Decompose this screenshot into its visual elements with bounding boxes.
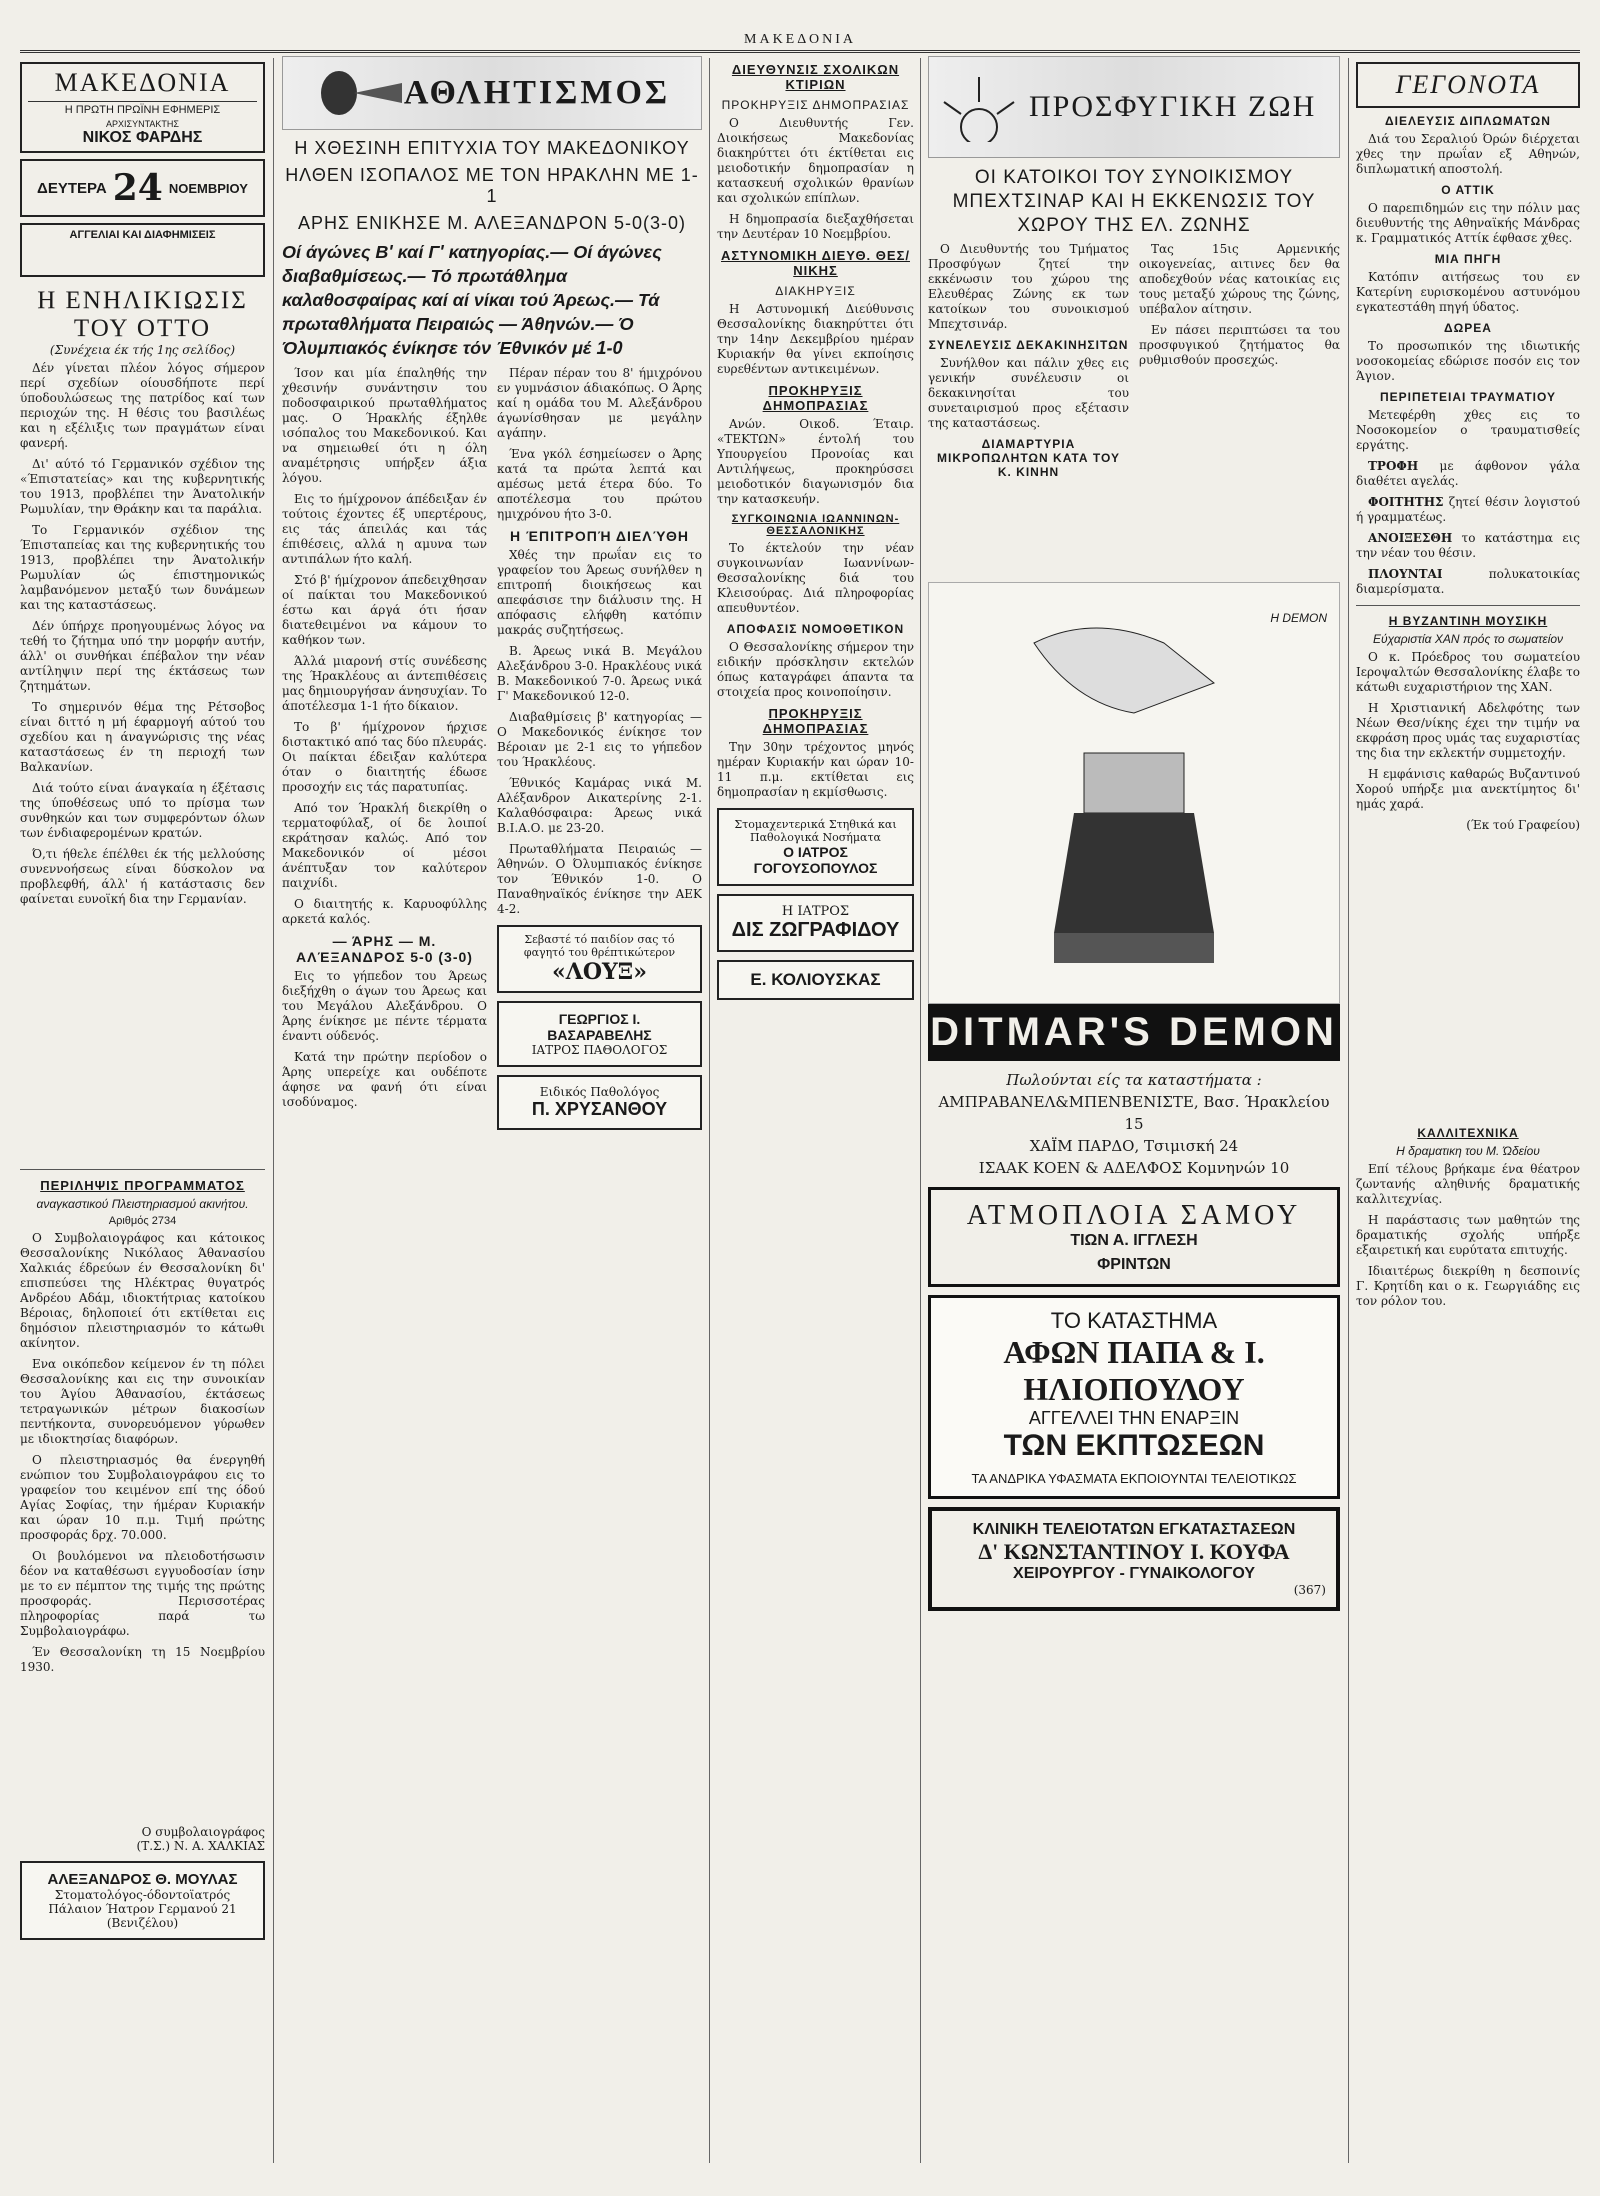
paper-subtitle: Η ΠΡΩΤΗ ΠΡΩΪΝΗ ΕΦΗΜΕΡΙΣ [28, 101, 257, 116]
sports-body [282, 366, 702, 1886]
dentist-address: Πάλαιον Ήατρον Γερμανού 21 (Βενιζέλου) [48, 1902, 237, 1930]
refugee-subhead: ΣΥΝΕΛΕΥΣΙΣ ΔΕΚΑΚΙΝΗΣΙΤΩΝ [928, 338, 1129, 352]
notice-subheading: ΠΡΟΚΗΡΥΞΙΣ ΔΗΜΟΠΡΑΣΙΑΣ [721, 98, 910, 112]
sports-subhead-committee: Η ΈΠΙΤΡΟΠΉ ΔΙΕΛΎΘΗ [510, 528, 689, 544]
seller-item: ΧΑΪΜ ΠΑΡΔΟ, Τσιμισκή 24 [1029, 1137, 1239, 1155]
left-column [20, 56, 265, 2161]
section-subtitle: αναγκαστικού Πλειστηριασμού ακινήτου. [36, 1197, 249, 1211]
editor-name: ΝΙΚΟΣ ΦΑΡΔΗΣ [82, 129, 203, 146]
event-heading: ΔΙΕΛΕΥΣΙΣ ΔΙΠΛΩΜΑΤΩΝ [1385, 114, 1551, 128]
events-column: ΓΕΓΟΝΟΤΑ ΔΙΕΛΕΥΣΙΣ ΔΙΠΛΩΜΑΤΩΝ Διά του Σεραλιού Όρών διέρχεται χθες την πρωΐαν εξ Αθηνών, διπλωματική αποστολή. Ο ΑΤΤΙΚ Ο παρεπιδημών εις την πόλιν μας διευθυντής της Αθηναϊκής Μάνδρας κ. Γραμματικός Αττίκ έφθασε χθες. ΜΙΑ ΠΗΓΗ Κατόπιν αιτήσεως του εν Κατερίνη ευρισκομένου αστυνόμου εγκατεστάθη πηγή ύδατος. ΔΩΡΕΑ Το προσωπικόν της ιδιωτικής νοσοκομείας εδώρισε ποσόν εις τον Άγιον. ΠΕΡΙΠΕΤΕΙΑΙ ΤΡΑΥΜΑΤΙΟΥ Μετεφέρθη χθες εις το Νοσοκομείον ο τραυματισθείς εργάτης. ΤΡΟΦΗ με άφθονον γάλα διαθέτει αγελάς. ΦΟΙΤΗΤΗΣ ζητεί θέσιν λογιστού ή γραμματέως. ΑΝΟΙΞΕΣΘΗ το κατάστημα εις την νέαν του θέσιν. ΠΛΟΥΝΤΑΙ πολυκατοικίας διαμερίσματα. Η ΒΥΖΑΝΤΙΝΗ ΜΟΥΣΙΚΗ Εύχαριστία ΧΑΝ πρός το σωματείον Ο κ. Πρόεδρος του σωματείου Ιεροψαλτών Θεσσαλονίκης έλαβε το κάτωθι ευχαριστήριον της ΧΑΝ. Η Χριστιανική Αδελφότης των Νέων Θεσ/νίκης έχει την τιμήν να εκφράση προς υμάς τας ευχαριστίας της δια την εκλεκτήν συμμετοχήν. Η εμφάνισις καθαρώς Βυζαντινού Χορού υπήρξε μια ανεκτίμητος δι' ημάς χαρά. (Έκ τού Γραφείου) ΚΑΛΛΙΤΕΧΝΙΚΑ Η δραματικη του Μ. Ώδείου Επί τέλους βρήκαμε ένα θέατρον ζωντανής αληθινής δραματικής καλλιτεχνίας. Η παράστασις των μαθητών της δραματικής σχολής υπήρξε εξαιρετική και ευρύτατα επιτυχής. Ιδιαιτέρως διεκρίθη η δεσποινίς Γ. Κρητίδη και ο κ. Γεωργιάδης εις τον ρόλον του. [1356, 56, 1580, 2161]
ship-title: ΑΤΜΟΠΛΟΙΑ ΣΑΜΟΥ [966, 1200, 1302, 1231]
gogousopoulos-name: Ο ΙΑΤΡΟΣ ΓΟΓΟΥΣΟΠΟΥΛΟΣ [753, 844, 878, 876]
music-body: Ο κ. Πρόεδρος του σωματείου Ιεροψαλτών Θεσσαλονίκης έλαβε το κάτωθι ευχαριστήριον της ΧΑΝ. Η Χριστιανική Αδελφότης των Νέων Θεσ/νίκης έχει την τιμήν να εκφράση προς υμάς τας ευχαριστίας της δια την εκλεκτήν συμμετοχήν. Η εμφάνισις καθαρώς Βυζαντινού Χορού υπήρξε μια ανεκτίμητος δι' ημάς χαρά. (Έκ τού Γραφείου) [1356, 650, 1580, 832]
notice-heading: ΠΡΟΚΗΡΥΞΙΣ ΔΗΜΟΠΡΑΣΙΑΣ [762, 383, 869, 413]
koliouskas-name: Ε. ΚΟΛΙΟΥΣΚΑΣ [750, 970, 881, 989]
refugee-col2: Τας 15ις Αρμενικής οικογενείας, αιτινες δεν θα αποδεχθούν νέας κατοικίας εις τους μεταξύ χώρους της ζώνης, υπέβαλον αίτησιν. Εν πάσει περιπτώσει τα του προσφυγικού ζητήματος θα ρυθμισθούν προσεχώς. [1139, 242, 1340, 367]
event-heading: ΦΟΙΤΗΤΗΣ [1368, 495, 1444, 509]
sports-subhead-ares: — ΆΡΗΣ — Μ. ΑΛΈΞΑΝΔΡΟΣ 5-0 (3-0) [296, 933, 473, 965]
sellers-title: Πωλούνται είς τα καταστήματα : [1006, 1071, 1262, 1089]
date-number: 24 [112, 167, 163, 209]
notice-heading: ΑΠΟΦΑΣΙΣ ΝΟΜΟΘΕΤΙΚΟΝ [726, 622, 905, 636]
loux-brand: «ΛΟΥΞ» [552, 959, 647, 985]
refugee-banner-title: ΠΡΟΣΦΥΓΙΚΗ ΖΩΗ [1029, 90, 1317, 123]
clinic-ad [928, 1507, 1340, 1611]
refugee-body [928, 242, 1340, 572]
masthead-title: ΜΑΚΕΔΟΝΙΑ [744, 32, 856, 47]
event-heading: ΠΕΡΙΠΕΤΕΙΑΙ ΤΡΑΥΜΑΤΙΟΥ [1379, 390, 1557, 404]
column-rule [920, 58, 921, 2163]
left-story-body: Δέν γίνεται πλέον λόγος σήμερον περί σχεδίων οίουσδήποτε περί ύποδουλώσεως της πατρίδος καί των περιοχών της. Η θέσις του βασιλέως και η εξέλιξις των πραγμάτων είναι φανερή. Δι' αύτό τό Γερμανικόν σχέδιον της «Έπιστατείας» και της κυβερνητικής του 1913, προβλέπει την Άνατολικήν Ρωμυλίαν, την Θράκην και τα παράλια. Το Γερμανικόν σχέδιον της Έπισταπείας και της κυβερνητικής του 1913, προβλέπει την Άνατολικήν Ρωμυλίαν ώς έπιστημονικώς λαμβανόμενον μεταξύ των δυνάμεων και της καταστάσεως. Δέν ύπήρχε προηγουμένως λόγος να τεθή το ζήτημα υπό την μορφήν αυτήν, άλλ' οι συνθήκαι έπέβαλον την νέαν αντίληψιν περί της έκτάσεως των ζητημάτων. Το σημερινόν θέμα της Ρέτσοβος είναι διττό η μή έφαρμογή αύτού του σχεδίου και η άναγνώρισις της νέας καταστάσεως έν τη περιοχή των Βαλκανίων. Διά τούτο είναι άναγκαία η έξέτασις της ύποθέσεως υπό το πρίσμα των συνθηκών και των συμφερόντων όλων των ένδιαφερομένων κρατών. Ό,τι ήθελε έπέλθει έκ τής μελλούσης συνεννοήσεως είναι δύσκολον να προβλεφθή, άλλ' ή κατάστασις δεν φαίνεται ευνοϊκή δια την Γερμανίαν. [20, 361, 265, 906]
divider [1356, 605, 1580, 606]
date-box [20, 159, 265, 217]
sun-illustration-icon [939, 72, 1019, 142]
sports-banner-title: ΑΘΛΗΤΙΣΜΟΣ [403, 74, 671, 111]
refugee-banner [928, 56, 1340, 158]
editor-role: ΑΡΧΙΣΥΝΤΑΚΤΗΣ [106, 119, 179, 129]
sellers-list [928, 1069, 1340, 1179]
refugee-column [928, 56, 1340, 2161]
lamp-ad-caption: Η DEMON [1270, 611, 1327, 625]
section-title: ΠΕΡΙΛΗΨΙΣ ΠΡΟΓΡΑΜΜΑΤΟΣ [40, 1178, 245, 1193]
clinic-name: Δ' ΚΩΝΣΤΑΝΤΙΝΟΥ Ι. ΚΟΥΦΑ [978, 1539, 1290, 1564]
auction-body: Ο Συμβολαιογράφος και κάτοικος Θεσσαλονίκης Νικόλαος Άθανασίου Χαλκιάς έδρεύων έν Θεσσαλονίκη δι' επισπεύσει της Ηλέκτρας θυγατρός Ανδρέου Αδάμ, ιδιοκτήτριας κατοίκου Βέροιας, δηλοποιεί ότι εκτίθεται εις δημόσιον πλειστηριασμόν το κάτωθι ακίνητον. Ενα οικόπεδον κείμενον έν τη πόλει Θεσσαλονίκης και εις την συνοικίαν του Άγίου Άθανασίου, έκτάσεως τετραγωνικών μέτρων διακοσίων πεντήκοντα, συνορευόμενον γύρωθεν με ιδιοκτησίας διαφόρων. Ο πλειστηριασμός θα ένεργηθή ενώπιον του Συμβολαιογράφου εις το γραφείον του κειμένον επί της όδού Αγίας Σοφίας, την ήμέραν Κυριακήν και ώραν 10 π.μ. Τιμή πρώτης προσφοράς δρχ. 70.000. Οι βουλόμενοι να πλειοδοτήσωσιν δέον να καταθέσωσι εγγυοδοσίαν ίσην με το εν πέμπτον της τιμής της πρώτης προσφοράς. Περισσοτέρας πληροφορίας παρά τω Συμβολαιογράφω. Έν Θεσσαλονίκη τη 15 Νοεμβρίου 1930. [20, 1231, 265, 1674]
sports-headline-3: ΑΡΗΣ ΕΝΙΚΗΣΕ Μ. ΑΛΕΞΑΝΔΡΟΝ 5-0(3-0) [297, 213, 687, 233]
column-rule [1348, 58, 1349, 2163]
sports-headline-1: Η ΧΘΕΣΙΝΗ ΕΠΙΤΥΧΙΑ ΤΟΥ ΜΑΚΕΔΟΝΙΚΟΥ [294, 138, 690, 158]
event-subheading: Εύχαριστία ΧΑΝ πρός το σωματείον [1372, 632, 1564, 646]
left-story-title: Η ΕΝΗΛΙΚΙΩΣΙΣ ΤΟΥ ΟΤΤΟ [37, 287, 248, 342]
ads-info-box [20, 223, 265, 277]
loux-ad: Σεβαστέ τό παιδίον σας τό φαγητό του θρέπτικώτερον «ΛΟΥΞ» [497, 925, 702, 993]
events-title-box [1356, 62, 1580, 108]
clinic-title: ΚΛΙΝΙΚΗ ΤΕΛΕΙΟΤΑΤΩΝ ΕΓΚΑΤΑΣΤΑΣΕΩΝ [972, 1521, 1296, 1538]
clinic-role: ΧΕΙΡΟΥΡΓΟΥ - ΓΥΝΑΙΚΟΛΟΓΟΥ [1013, 1565, 1255, 1582]
notice-heading: ΑΣΤΥΝΟΜΙΚΗ ΔΙΕΥΘ. ΘΕΣ/ΝΙΚΗΣ [721, 248, 910, 278]
event-note: (Έκ τού Γραφείου) [1466, 818, 1580, 832]
notices-column: ΔΙΕΥΘΥΝΣΙΣ ΣΧΟΛΙΚΩΝ ΚΤΙΡΙΩΝ ΠΡΟΚΗΡΥΞΙΣ ΔΗΜΟΠΡΑΣΙΑΣ Ο Διευθυντής Γεν. Διοικήσεως Μακεδονίας διακηρύττει ότι έκτίθεται εις μειοδοτικήν δημοπρασίαν η κατασκευή σχολικών θρανίων και σχολικών επίπλων. Η δημοπρασία διεξαχθήσεται την Δευτέραν 10 Νοεμβρίου. ΑΣΤΥΝΟΜΙΚΗ ΔΙΕΥΘ. ΘΕΣ/ΝΙΚΗΣ ΔΙΑΚΗΡΥΞΙΣ Η Αστυνομική Διεύθυνσις Θεσσαλονίκης διακηρύττει ότι την 14ην Δεκεμβρίου ημέραν Κυριακήν θα γίνει εκποίησις ευρεθέντων αντικειμένων. ΠΡΟΚΗΡΥΞΙΣ ΔΗΜΟΠΡΑΣΙΑΣ Ανών. Οικοδ. Έταιρ. «ΤΕΚΤΩΝ» έντολή του Υπουργείου Προνοίας και Αντιλήψεως, προκηρύσσει μειοδοτικόν διαγωνισμόν δια την κατασκευήν. ΣΥΓΚΟΙΝΩΝΙΑ ΙΩΑΝΝΙΝΩΝ-ΘΕΣΣΑΛΟΝΙΚΗΣ Το έκτελούν την νέαν συγκοινωνίαν Ιωαννίνων-Θεσσαλονίκης διά του Κλεισούρας. Διά πληροφορίας απευθυντέον. ΑΠΟΦΑΣΙΣ ΝΟΜΟΘΕΤΙΚΟΝ Ο Θεσσαλονίκης σήμερον την ειδικήν πρόσκλησιν εκτελών όπως καταγράφει άπαντα τα στοιχεία προς κοινοποίησιν. ΠΡΟΚΗΡΥΞΙΣ ΔΗΜΟΠΡΑΣΙΑΣ Την 30ην τρέχοντος μηνός ημέραν Κυριακήν και ώραν 10-11 π.μ. εκτίθεται εις δημοπρασίαν η εκμίσθωσις. Στομαχεντερικά Στηθικά και Παθολογικά Νοσήματα Ο ΙΑΤΡΟΣ ΓΟΓΟΥΣΟΠΟΥΛΟΣ Η ΙΑΤΡΟΣ ΔΙΣ ΖΩΓΡΑΦΙΔΟΥ Ε. ΚΟΛΙΟΥΣΚΑΣ [717, 56, 914, 2161]
athlete-illustration-icon [314, 63, 404, 123]
event-heading: ΑΝΟΙΞΕΣΘΗ [1368, 531, 1453, 545]
sports-headline-2: ΗΛΘΕΝ ΙΣΟΠΑΛΟΣ ΜΕ ΤΟΝ ΗΡΑΚΛΗΝ ΜΕ 1-1 [285, 165, 699, 206]
sports-column [282, 56, 702, 2161]
dentist-ad [20, 1861, 265, 1940]
seller-item: ΙΣΑΑΚ ΚΟΕΝ & ΑΔΕΛΦΟΣ Κομνηνών 10 [978, 1159, 1290, 1177]
events-title: ΓΕΓΟΝΟΤΑ [1395, 70, 1541, 99]
left-story-header [20, 287, 265, 357]
notice-heading: ΣΥΓΚΟΙΝΩΝΙΑ ΙΩΑΝΝΙΝΩΝ-ΘΕΣΣΑΛΟΝΙΚΗΣ [731, 513, 900, 537]
date-day: ΔΕΥΤΕΡΑ [37, 179, 107, 197]
masthead-box [20, 62, 265, 153]
event-heading: ΤΡΟΦΗ [1368, 459, 1419, 473]
event-subheading: Η δραματικη του Μ. Ώδείου [1396, 1144, 1540, 1158]
store-ad [928, 1295, 1340, 1499]
sports-body-col1: Ίσον και μία έπαληθής την χθεσινήν συνάντησιν του ποδοσφαιρικού πρωταθλήματος μας. Ο Ήρακλής έξηλθε ισόπαλος του Μακεδονικού. Και να σημειωθεί ότι η όλη αναμέτρησις υπήρξεν άξια λόγου. Εις το ήμίχρονον άπέδειξαν έν τούτοις έχοντες έξ υπερτέρους, εις τάς άπειλάς και τάς έπιθέσεις, αλλά η αμυνα των αντιπάλων ήτο καλή. Στό β' ήμίχρονον άπεδειχθησαν οί παίκται του Μακεδονικού έστω και άργά ότι ήσαν διατεθειμένοι να κάμουν το καθήκον των. Άλλά μιαρονή στίς συνέδεσης της Ήρακλέους αι άντεπιθέσεις μας δημιουργήσαν άνησυχίαν. Το άποτέλεσμα 1-1 ήτο δίκαιον. Το β' ήμίχρονον ήρχισε διστακτικό από τας δύο πλευράς. Οι παίκται έδειξαν καλύτερα όταν ο διαιτητής έδωσε προσοχήν εις τάς παρατυπίας. Από τον Ήρακλή διεκρίθη ο τερματοφύλαξ, οί δε λοιποί εκράτησαν καλώς. Από τον Μακεδονικόν οί μέσοι άνέπτυξαν τον καλύτερον παιχνίδι. Ο διαιτητής κ. Καρυοφύλλης αρκετά καλός. — ΆΡΗΣ — Μ. ΑΛΈΞΑΝΔΡΟΣ 5-0 (3-0) Εις το γήπεδον του Άρεως διεξήχθη ο άγων του Άρεως και του Μεγάλου Αλεξάνδρου. Ο Άρης ένίκησε με πέντε τέρματα έναντι ούδενός. Κατά την πρώτην περίοδον ο Άρης υπερείχε και ουδέποτε άφησε να φανή ότι είναι ισοδύναμος. [282, 366, 487, 1109]
event-heading: ΔΩΡΕΑ [1444, 321, 1492, 335]
store-sale: ΤΩΝ ΕΚΠΤΩΣΕΩΝ [1003, 1429, 1265, 1462]
event-heading: ΚΑΛΛΙΤΕΧΝΙΚΑ [1417, 1126, 1519, 1140]
vasaravelis-ad [497, 1001, 702, 1067]
gogousopoulos-ad: Στομαχεντερικά Στηθικά και Παθολογικά Νοσήματα Ο ΙΑΤΡΟΣ ΓΟΓΟΥΣΟΠΟΥΛΟΣ [717, 808, 914, 886]
event-heading: ΜΙΑ ΠΗΓΗ [1434, 252, 1502, 266]
event-heading: Η ΒΥΖΑΝΤΙΝΗ ΜΟΥΣΙΚΗ [1388, 614, 1548, 628]
refugee-headline: ΟΙ ΚΑΤΟΙΚΟΙ ΤΟΥ ΣΥΝΟΙΚΙΣΜΟΥ ΜΠΕΧΤΣΙΝΑΡ ΚΑΙ Η ΕΚΚΕΝΩΣΙΣ ΤΟΥ ΧΩΡΟΥ ΤΗΣ ΕΛ. ΖΩΝΗΣ [952, 167, 1316, 236]
notice-heading: ΔΙΕΥΘΥΝΣΙΣ ΣΧΟΛΙΚΩΝ ΚΤΙΡΙΩΝ [731, 62, 900, 92]
notice-heading: ΠΡΟΚΗΡΥΞΙΣ ΔΗΜΟΠΡΑΣΙΑΣ [762, 706, 869, 736]
dentist-name: ΑΛΕΞΑΝΔΡΟΣ Θ. ΜΟΥΛΑΣ [47, 1871, 238, 1888]
arts-body: Επί τέλους βρήκαμε ένα θέατρον ζωντανής αληθινής δραματικής καλλιτεχνίας. Η παράστασις των μαθητών της δραματικής σχολής υπήρξε εξαιρετική και ευρύτατα επιτυχής. Ιδιαιτέρως διεκρίθη η δεσποινίς Γ. Κρητίδη και ο κ. Γεωργιάδης εις τον ρόλον του. [1356, 1162, 1580, 1308]
chrysanthou-role: Ειδικός Παθολόγος [539, 1085, 660, 1099]
ship-subtitle: ΤΙΩΝ Α. ΙΓΓΛΕΣΗ [1070, 1232, 1198, 1249]
clinic-number: (367) [1293, 1583, 1326, 1597]
vasaravelis-name: ΓΕΩΡΓΙΟΣ Ι. ΒΑΣΑΡΑΒΕΛΗΣ [547, 1011, 652, 1043]
ship-name: ΦΡΙΝΤΩΝ [1097, 1256, 1171, 1273]
document-number: Αριθμός 2734 [108, 1215, 177, 1227]
event-heading: ΠΛΟΥΝΤΑΙ [1368, 567, 1443, 581]
store-name: ΑΦΩΝ ΠΑΠΑ & Ι. ΗΛΙΟΠΟΥΛΟΥ [1003, 1334, 1265, 1407]
newspaper-page [20, 10, 1580, 2170]
koliouskas-ad [717, 960, 914, 1000]
sports-lead: Οί άγώνες Β' καί Γ' κατηγορίας.— Οί άγώνες διαβαθμίσεως.— Τό πρωτάθλημα καλαθοσφαίρας καί αί νίκαι τού Άρεως.— Τά πρωταθλήματα Πειραιώς — Άθηνών.— Ό Όλυμπιακός ένίκησε τόν Έθνικόν μέ 1-0 [282, 242, 662, 358]
zografidou-ad: Η ΙΑΤΡΟΣ ΔΙΣ ΖΩΓΡΑΦΙΔΟΥ [717, 894, 914, 952]
notice-subheading: ΔΙΑΚΗΡΥΞΙΣ [775, 284, 856, 298]
zografidou-name: ΔΙΣ ΖΩΓΡΑΦΙΔΟΥ [731, 919, 900, 941]
chrysanthou-ad [497, 1075, 702, 1130]
lamp-brand: DITMAR'S DEMON [928, 1004, 1340, 1061]
column-rule [273, 58, 274, 2163]
store-announce: ΑΓΓΕΛΛΕΙ ΤΗΝ ΕΝΑΡΞΙΝ [1028, 1408, 1240, 1428]
samos-ship-ad [928, 1187, 1340, 1287]
column-rule [709, 58, 710, 2163]
paper-title: ΜΑΚΕΔΟΝΙΑ [54, 68, 231, 97]
chrysanthou-name: Π. ΧΡΥΣΑΝΘΟΥ [531, 1099, 668, 1119]
sports-banner [282, 56, 702, 130]
sports-body-col2: Πέραν πέραν του 8' ήμιχρόνου εν γυμνάσιον άδιακόπως. Ο Άρης καί η ομάδα του Μ. Αλεξάνδρου άγωνίσθησαν με μεγάλην αγάπην. Ένα γκόλ έσημείωσεν ο Άρης κατά τα πρώτα λεπτά και αμέσως μετά έτερα δύο. Το αποτέλεσμα του πρώτου ημιχρόνου ήτο 3-0. Η ΈΠΙΤΡΟΠΉ ΔΙΕΛΎΘΗ Χθές την πρωΐαν εις το γραφείον του Άρεως συνήλθεν η επιτροπή διοικήσεως και απεφάσισε την διάλυσιν της. Η απόφασις ελήφθη κατόπιν μακράς συζητήσεως. Β. Άρεως νικά Β. Μεγάλου Αλεξάνδρου 3-0. Ηρακλέους νικά Β. Μακεδονικού 7-0. Άρεως νικά Γ' Μακεδονικού 12-0. Διαβαθμίσεις β' κατηγορίας — Ο Μακεδονικός ένίκησε τον Βέροιαν με 2-1 εις το γήπεδον του Ήρακλέους. Έθνικός Καμάρας νικά Μ. Αλέξανδρον Αικατερίνης 2-1. Καλαθόσφαιρα: Άρεως νικά Β.Ι.Α.Ο. με 23-20. Πρωταθλήματα Πειραιώς — Άθηνών. Ο Όλυμπιακός ένίκησε τον Έθνικόν 1-0. Ο Παναθηναϊκός ένίκησε την ΑΕΚ 4-2. Σεβαστέ τό παιδίον σας τό φαγητό του θρέπτικώτερον «ΛΟΥΞ» ΓΕΩΡΓΙΟΣ Ι. ΒΑΣΑΡΑΒΕΛΗΣ ΙΑΤΡΟΣ ΠΑΘΟΛΟΓΟΣ Ειδικός Παθολόγος Π. ΧΡΥΣΑΝΘΟΥ [497, 366, 702, 1886]
page-masthead [20, 10, 1580, 53]
divider [20, 1169, 265, 1170]
kerosene-lamp-icon [1014, 603, 1254, 983]
date-month: ΝΟΕΜΒΡΙΟΥ [168, 180, 248, 196]
signature: (Τ.Σ.) Ν. Α. ΧΑΛΚΙΑΣ [136, 1839, 265, 1853]
left-story-continuation: (Συνέχεια έκ τής 1ης σελίδος) [49, 343, 236, 357]
refugee-subhead: ΔΙΑΜΑΡΤΥΡΙΑ ΜΙΚΡΟΠΩΛΗΤΩΝ ΚΑΤΑ ΤΟΥ Κ. ΚΙΝΗΝ [937, 437, 1120, 479]
signature-block: Ο συμβολαιογράφος (Τ.Σ.) Ν. Α. ΧΑΛΚΙΑΣ [20, 1825, 265, 1853]
store-title: ΤΟ ΚΑΤΑΣΤΗΜΑ [1050, 1308, 1218, 1333]
refugee-col1: Ο Διευθυντής του Τμήματος Προσφύγων ζητεί την εκκένωσιν του χώρου της Ελευθέρας Ζώνης εκ των κατοίκων του συνοικισμού Μπεχτσινάρ. ΣΥΝΕΛΕΥΣΙΣ ΔΕΚΑΚΙΝΗΣΙΤΩΝ Συνήλθον και πάλιν χθες εις γενικήν συνέλευσιν οι δεκακινησίται του συνεταιρισμού προς εξέτασιν της καταστάσεως. ΔΙΑΜΑΡΤΥΡΙΑ ΜΙΚΡΟΠΩΛΗΤΩΝ ΚΑΤΑ ΤΟΥ Κ. ΚΙΝΗΝ [928, 242, 1129, 479]
ads-label: ΑΓΓΕΛΙΑΙ ΚΑΙ ΔΙΑΦΗΜΙΣΕΙΣ [69, 229, 216, 241]
dentist-role: Στοματολόγος-όδοντοϊατρός [54, 1888, 231, 1902]
vasaravelis-role: ΙΑΤΡΟΣ ΠΑΘΟΛΟΓΟΣ [531, 1043, 668, 1057]
seller-item: ΑΜΠΡΑΒΑΝΕΛ&ΜΠΕΝΒΕΝΙΣΤΕ, Βασ. Ήρακλείου 15 [938, 1093, 1330, 1133]
store-footer: ΤΑ ΑΝΔΡΙΚΑ ΥΦΑΣΜΑΤΑ ΕΚΠΟΙΟΥΝΤΑΙ ΤΕΛΕΙΟΤΙΚΩΣ [971, 1471, 1297, 1486]
lamp-ad-illustration [928, 582, 1340, 1004]
event-heading: Ο ΑΤΤΙΚ [1441, 183, 1495, 197]
